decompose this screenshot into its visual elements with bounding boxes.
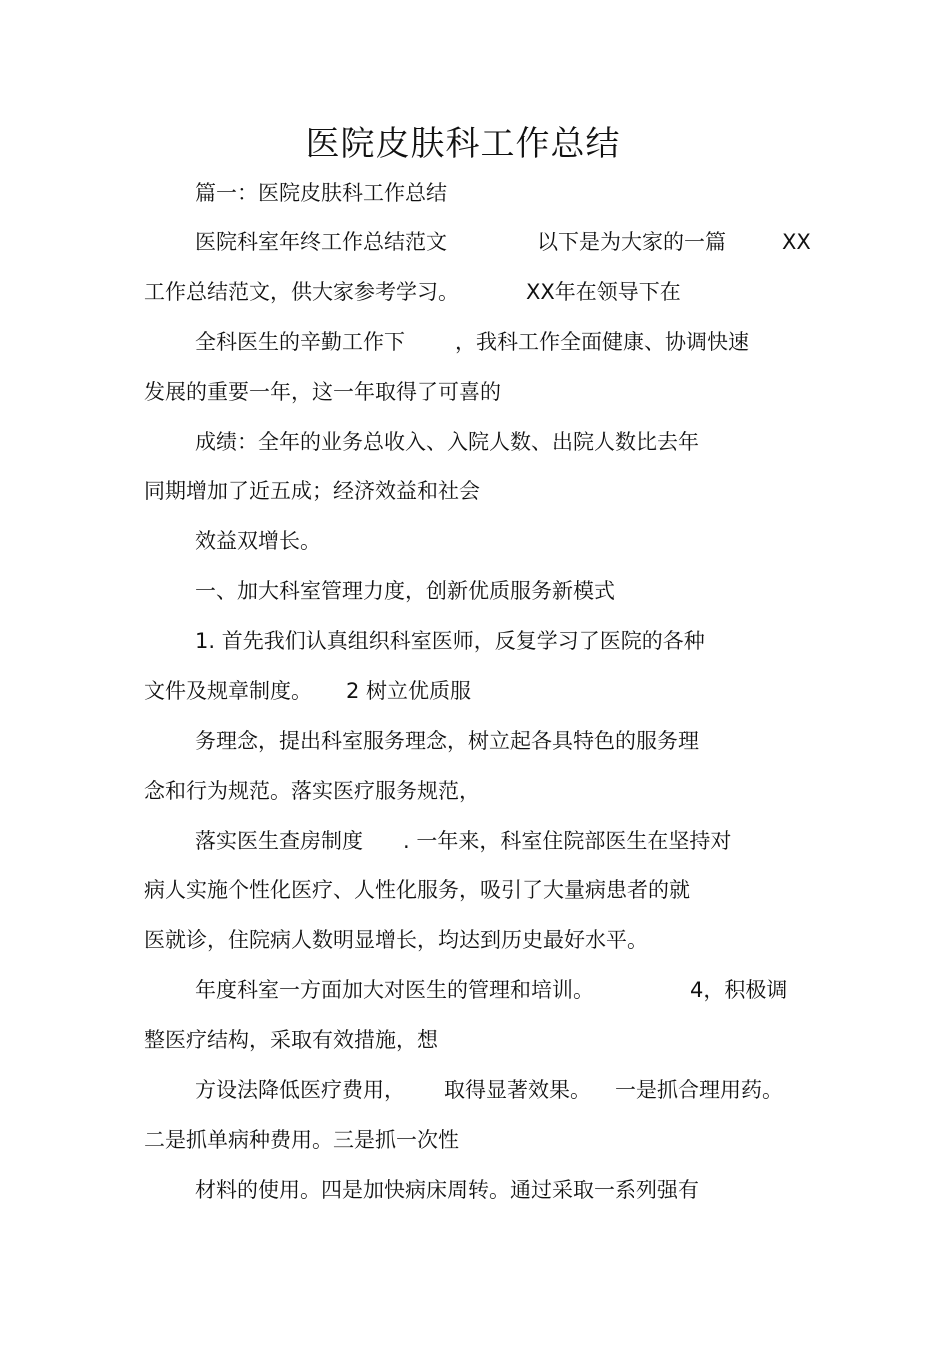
text-line: 成绩：全年的业务总收入、入院人数、出院人数比去年 xyxy=(195,430,699,454)
text-line: 效益双增长。 xyxy=(195,529,321,553)
text-line: 一是抓合理用药。 xyxy=(615,1078,783,1102)
text-line: 4，积极调 xyxy=(690,978,788,1002)
text-line: 医就诊，住院病人数明显增长，均达到历史最好水平。 xyxy=(144,928,648,952)
text-line: XX年在领导下在 xyxy=(526,280,681,304)
text-line: 医院科室年终工作总结范文 xyxy=(195,230,447,254)
text-line: . 一年来，科室住院部医生在坚持对 xyxy=(403,829,732,853)
text-line: 病人实施个性化医疗、人性化服务，吸引了大量病患者的就 xyxy=(144,878,690,902)
text-line: 文件及规章制度。 xyxy=(144,679,312,703)
text-line: XX xyxy=(782,230,811,254)
text-line: 整医疗结构，采取有效措施，想 xyxy=(144,1028,438,1052)
text-line: 年度科室一方面加大对医生的管理和培训。 xyxy=(195,978,594,1002)
text-line: 材料的使用。四是加快病床周转。通过采取一系列强有 xyxy=(195,1178,699,1202)
text-line: 务理念，提出科室服务理念，树立起各具特色的服务理 xyxy=(195,729,699,753)
text-line: 同期增加了近五成；经济效益和社会 xyxy=(144,479,480,503)
text-line: 发展的重要一年，这一年取得了可喜的 xyxy=(144,380,501,404)
text-line: ，我科工作全面健康、协调快速 xyxy=(455,330,749,354)
text-line: 2 树立优质服 xyxy=(346,679,472,703)
text-line: 取得显著效果。 xyxy=(444,1078,591,1102)
text-line: 念和行为规范。落实医疗服务规范， xyxy=(144,779,480,803)
text-line: 落实医生查房制度 xyxy=(195,829,363,853)
document-title: 医院皮肤科工作总结 xyxy=(305,124,621,164)
text-line: 二是抓单病种费用。三是抓一次性 xyxy=(144,1128,459,1152)
text-line: 工作总结范文，供大家参考学习。 xyxy=(144,280,459,304)
text-line: 篇一：医院皮肤科工作总结 xyxy=(195,181,447,205)
text-line: 全科医生的辛勤工作下 xyxy=(195,330,405,354)
text-line: 方设法降低医疗费用， xyxy=(195,1078,405,1102)
section-heading: 一、加大科室管理力度，创新优质服务新模式 xyxy=(195,579,615,603)
text-line: 以下是为大家的一篇 xyxy=(537,230,726,254)
text-line: 1. 首先我们认真组织科室医师，反复学习了医院的各种 xyxy=(195,629,705,653)
